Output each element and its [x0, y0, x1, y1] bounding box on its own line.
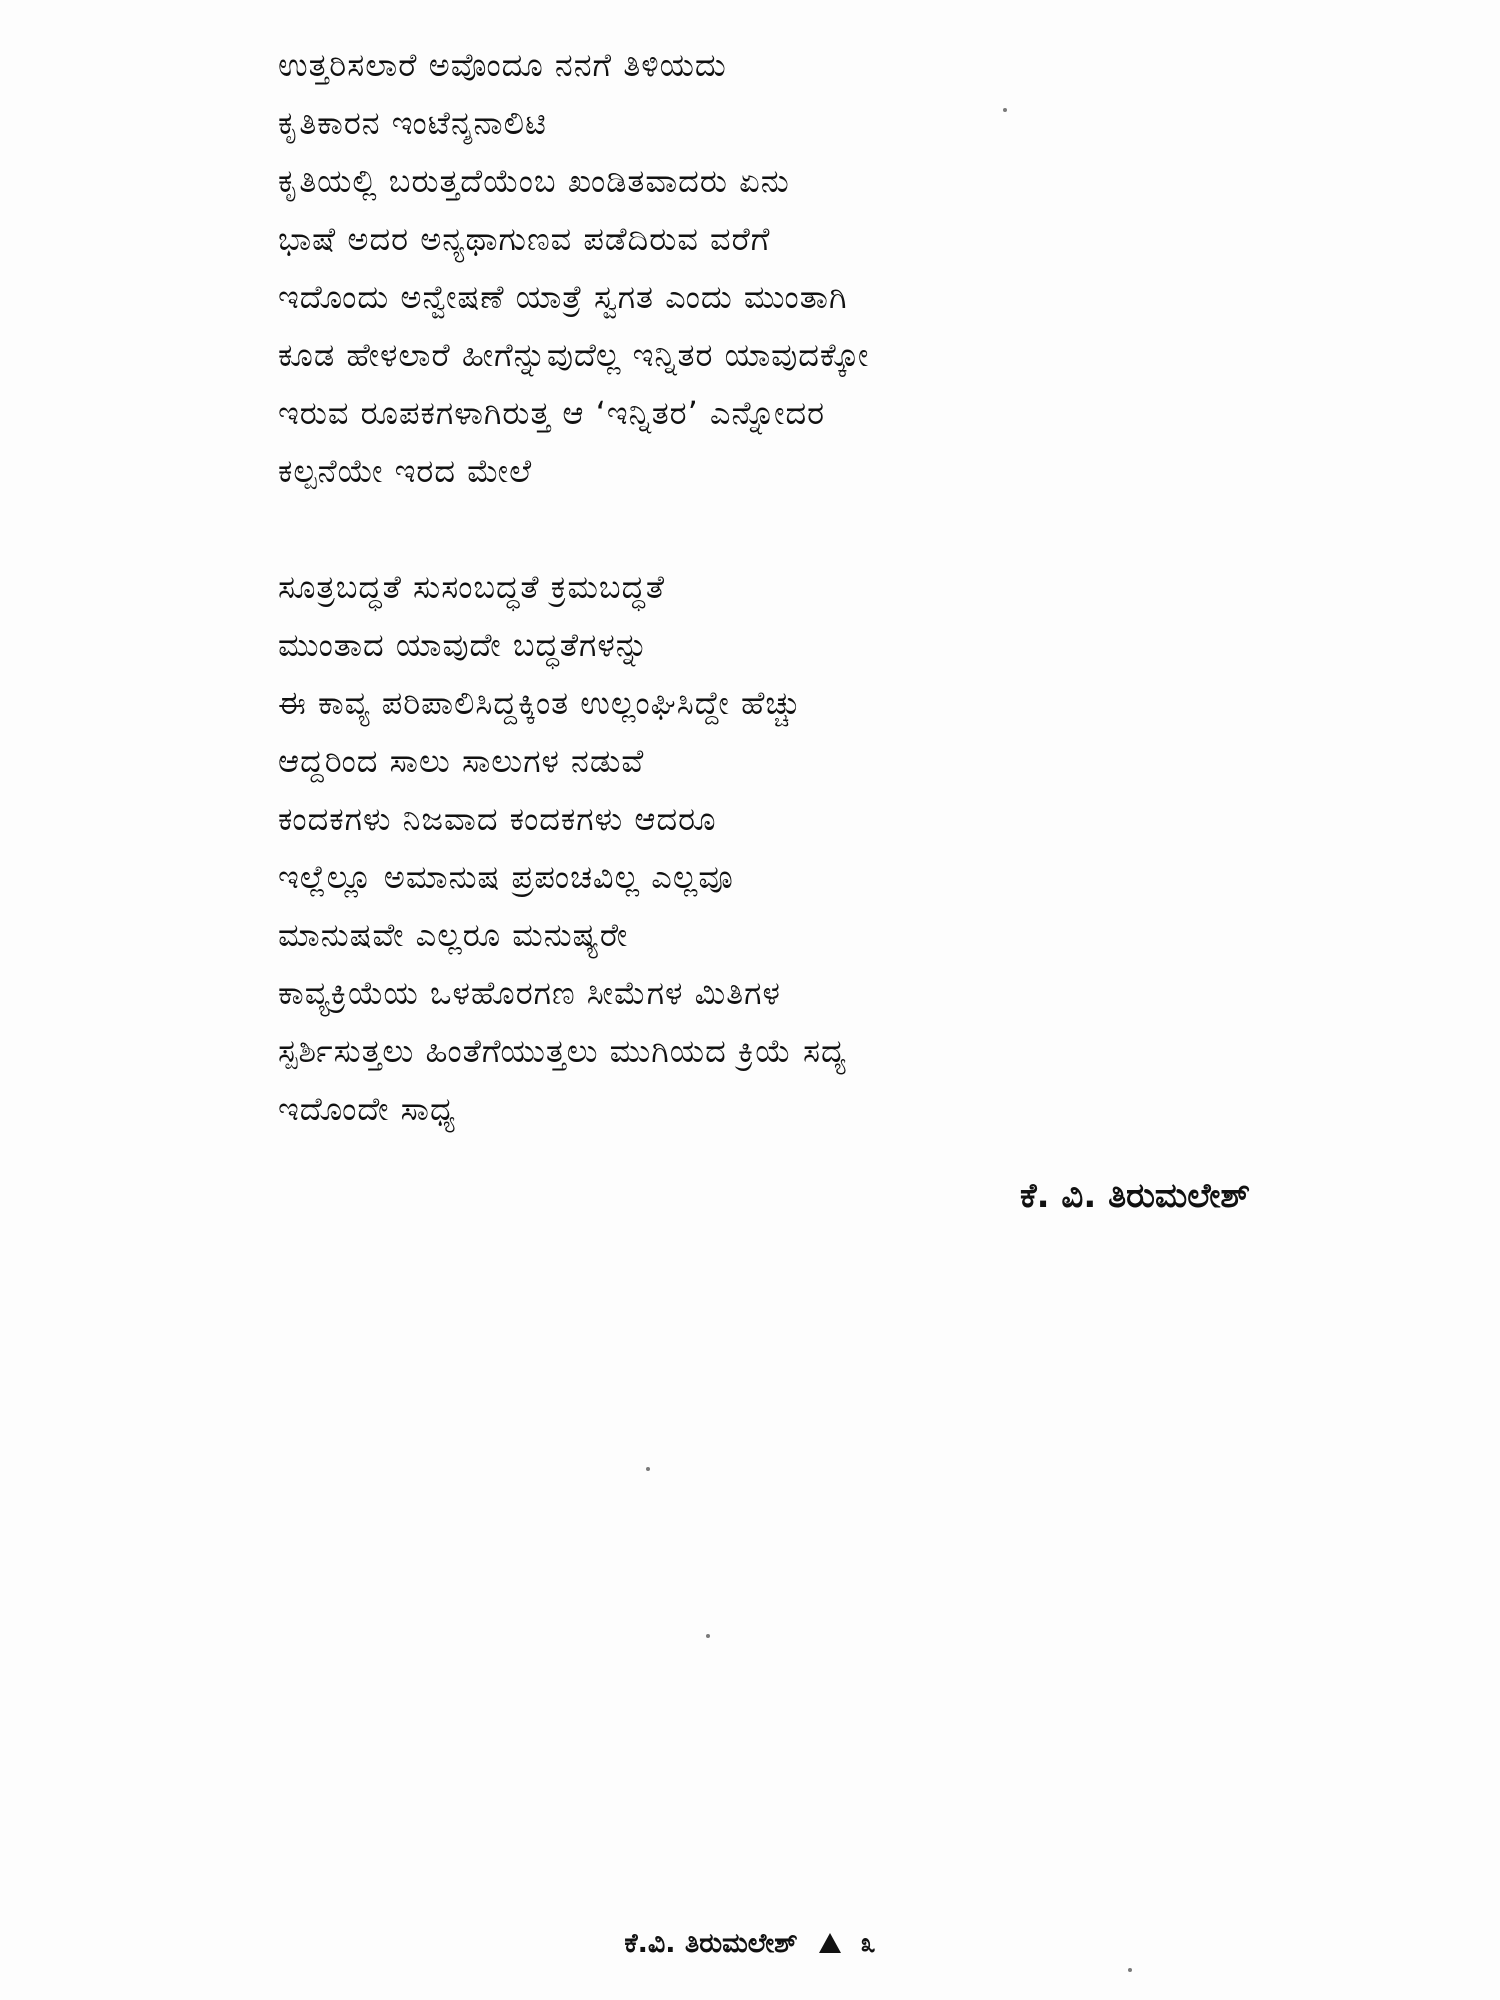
poem-line: ಕೃತಿಕಾರನ ಇಂಟೆನ್ಶನಾಲಿಟಿ [278, 104, 547, 142]
poem-line: ಆದ್ದರಿಂದ ಸಾಲು ಸಾಲುಗಳ ನಡುವೆ [278, 742, 645, 780]
page-number: ೩ [860, 1928, 876, 1959]
poem-line: ಇದೊಂದು ಅನ್ವೇಷಣೆ ಯಾತ್ರೆ ಸ್ವಗತ ಎಂದು ಮುಂತಾಗಿ [278, 278, 848, 316]
scan-speck [706, 1634, 710, 1638]
scan-speck [1128, 1968, 1132, 1972]
stanza-2 [278, 558, 1178, 1138]
poem-line: ಕಂದಕಗಳು ನಿಜವಾದ ಕಂದಕಗಳು ಆದರೂ [278, 800, 717, 838]
poem-line: ಭಾಷೆ ಅದರ ಅನ್ಯಥಾಗುಣವ ಪಡೆದಿರುವ ವರೆಗೆ [278, 220, 771, 258]
footer-author: ಕೆ.ವಿ. ತಿರುಮಲೇಶ್ [624, 1928, 798, 1959]
poem-line: ಕೃತಿಯಲ್ಲಿ ಬರುತ್ತದೆಯೆಂಬ ಖಂಡಿತವಾದರು ಏನು [278, 162, 790, 200]
poem-line: ಇದೊಂದೇ ಸಾಧ್ಯ [278, 1090, 457, 1128]
poem-line: ಮುಂತಾದ ಯಾವುದೇ ಬದ್ಧತೆಗಳನ್ನು [278, 626, 650, 664]
scan-speck [1003, 108, 1007, 112]
page-footer [0, 1928, 1500, 1960]
poem-line: ಇರುವ ರೂಪಕಗಳಾಗಿರುತ್ತ ಆ ‘ಇನ್ನಿತರ’ ಎನ್ನೋದರ [278, 394, 826, 432]
poem-line: ಕೂಡ ಹೇಳಲಾರೆ ಹೀಗೆನ್ನುವುದೆಲ್ಲ ಇನ್ನಿತರ ಯಾವುದಕ್ಕೋ [278, 336, 870, 374]
poem-line: ಮಾನುಷವೇ ಎಲ್ಲರೂ ಮನುಷ್ಯರೇ [278, 916, 629, 954]
poem-line: ಸೂತ್ರಬದ್ಧತೆ ಸುಸಂಬದ್ಧತೆ ಕ್ರಮಬದ್ಧತೆ [278, 568, 666, 606]
stanza-1 [278, 36, 1178, 500]
poem-line: ಇಲ್ಲೆಲ್ಲೂ ಅಮಾನುಷ ಪ್ರಪಂಚವಿಲ್ಲ ಎಲ್ಲವೂ [278, 858, 734, 896]
poem-line: ಕಾವ್ಯಕ್ರಿಯೆಯ ಒಳಹೊರಗಣ ಸೀಮೆಗಳ ಮಿತಿಗಳ [278, 974, 781, 1012]
poem-line: ಸ್ಪರ್ಶಿಸುತ್ತಲು ಹಿಂತೆಗೆಯುತ್ತಲು ಮುಗಿಯದ ಕ್ರಿಯೆ ಸದ್ಯ [278, 1032, 848, 1070]
author-signature: ಕೆ. ವಿ. ತಿರುಮಲೇಶ್ [1020, 1176, 1251, 1216]
poem-line: ಉತ್ತರಿಸಲಾರೆ ಅವೊಂದೂ ನನಗೆ ತಿಳಿಯದು [278, 46, 727, 84]
triangle-icon [819, 1933, 841, 1953]
poem-line: ಈ ಕಾವ್ಯ ಪರಿಪಾಲಿಸಿದ್ದಕ್ಕಿಂತ ಉಲ್ಲಂಘಿಸಿದ್ದೇ ಹೆಚ್ಚು [278, 684, 802, 722]
scan-speck [646, 1467, 650, 1471]
poem-line: ಕಲ್ಪನೆಯೇ ಇರದ ಮೇಲೆ [278, 452, 533, 490]
poem [278, 36, 1178, 1138]
